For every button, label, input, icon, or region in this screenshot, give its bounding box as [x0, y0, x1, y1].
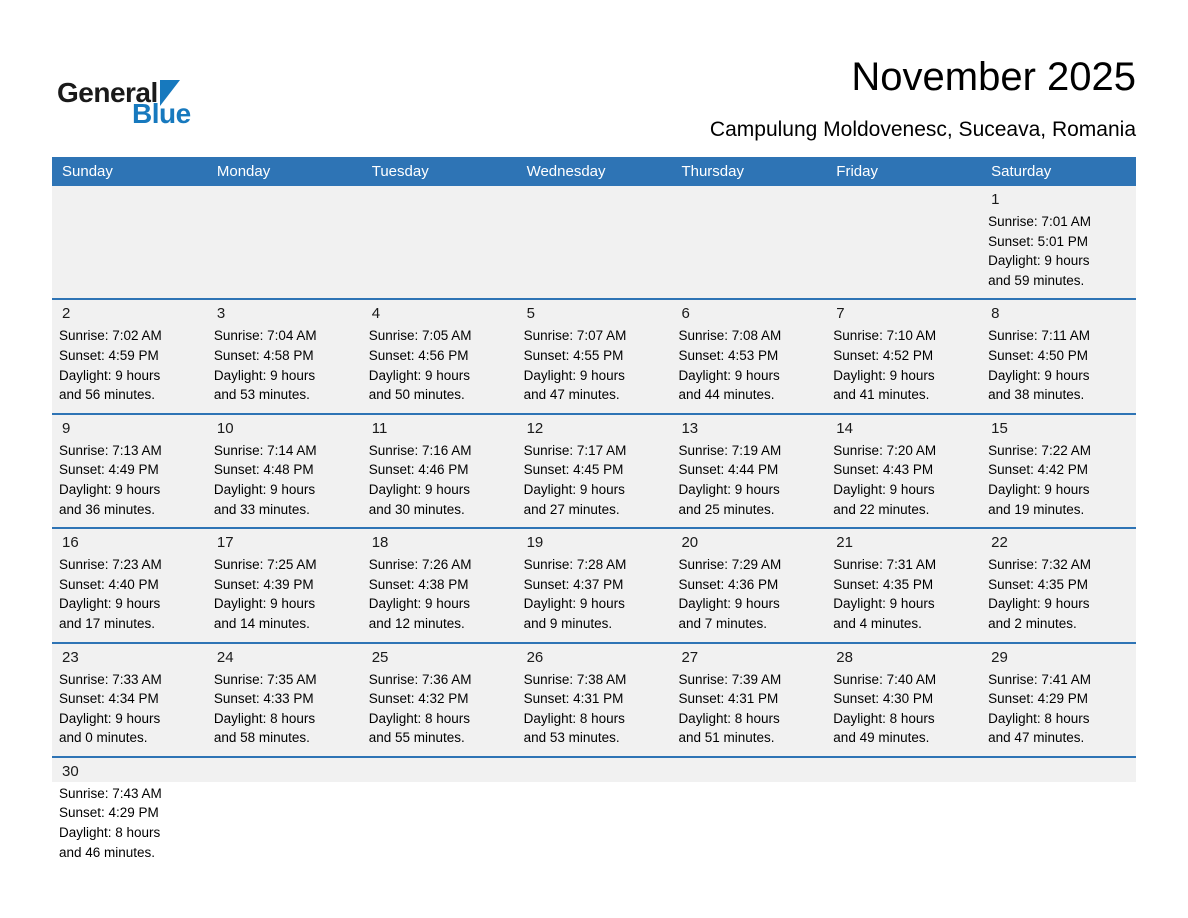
daylight-text: Daylight: 9 hours and 22 minutes. — [833, 481, 935, 517]
daylight-text: Daylight: 9 hours and 12 minutes. — [368, 596, 471, 631]
empty-cell — [826, 758, 981, 870]
day-number: 25 — [371, 648, 389, 666]
weekday-friday: Friday — [836, 163, 878, 180]
daylight-text: Daylight: 8 hours and 51 minutes. — [678, 710, 780, 746]
sunrise-text: Sunrise: 7:26 AM — [368, 557, 472, 573]
daylight-text: Daylight: 9 hours and 7 minutes. — [678, 596, 780, 631]
day-number: 7 — [836, 305, 845, 323]
day-cell-13 — [671, 415, 826, 527]
day-number: 22 — [991, 534, 1008, 552]
sunrise-text: Sunrise: 7:29 AM — [678, 557, 782, 573]
daylight-text: Daylight: 9 hours and 56 minutes. — [59, 367, 161, 403]
daylight-text: Daylight: 9 hours and 19 minutes. — [988, 481, 1090, 517]
day-number: 17 — [216, 534, 234, 552]
weekday-wednesday: Wednesday — [526, 163, 606, 180]
empty-cell — [671, 186, 826, 298]
sunrise-text: Sunrise: 7:25 AM — [213, 557, 317, 573]
sunset-text: Sunset: 4:42 PM — [988, 462, 1088, 478]
logo-text-blue: Blue — [132, 98, 191, 129]
empty-cell — [517, 758, 672, 870]
daylight-text: Daylight: 9 hours and 33 minutes. — [213, 481, 316, 517]
daylight-text: Daylight: 9 hours and 27 minutes. — [523, 481, 625, 517]
day-cell-24 — [207, 644, 362, 756]
daylight-text: Daylight: 9 hours and 30 minutes. — [368, 481, 471, 517]
daylight-text: Daylight: 8 hours and 55 minutes. — [368, 710, 471, 746]
week-row-6 — [52, 756, 1136, 870]
day-number: 8 — [991, 305, 1000, 323]
week-row-3 — [52, 413, 1136, 527]
day-cell-10 — [207, 415, 362, 527]
sunset-text: Sunset: 4:35 PM — [833, 576, 934, 592]
weekday-saturday: Saturday — [991, 163, 1052, 180]
sunrise-text: Sunrise: 7:38 AM — [523, 671, 627, 687]
day-number: 2 — [62, 305, 71, 323]
daylight-text: Daylight: 9 hours and 59 minutes. — [988, 253, 1090, 288]
daylight-text: Daylight: 9 hours and 17 minutes. — [59, 596, 161, 631]
weekday-monday: Monday — [216, 163, 271, 180]
day-number: 5 — [526, 305, 535, 323]
sunrise-text: Sunrise: 7:02 AM — [59, 328, 162, 344]
sunset-text: Sunset: 4:29 PM — [988, 691, 1088, 707]
sunset-text: Sunset: 4:38 PM — [368, 576, 469, 592]
daylight-text: Daylight: 8 hours and 46 minutes. — [59, 825, 161, 860]
day-cell-9 — [52, 415, 207, 527]
sunrise-text: Sunrise: 7:10 AM — [833, 328, 937, 344]
day-cell-19 — [517, 529, 672, 641]
day-cell-30 — [52, 758, 207, 870]
title-block — [710, 55, 1136, 142]
day-number: 16 — [62, 534, 79, 552]
sunrise-text: Sunrise: 7:31 AM — [833, 557, 937, 573]
sunrise-text: Sunrise: 7:41 AM — [988, 671, 1091, 687]
day-number: 26 — [526, 648, 544, 666]
empty-cell — [207, 758, 362, 870]
daylight-text: Daylight: 8 hours and 53 minutes. — [523, 710, 625, 746]
week-row-5 — [52, 642, 1136, 756]
day-cell-25 — [362, 644, 517, 756]
day-cell-2 — [52, 300, 207, 412]
weekday-sunday: Sunday — [62, 163, 113, 180]
daylight-text: Daylight: 9 hours and 0 minutes. — [59, 710, 161, 746]
sunset-text: Sunset: 4:59 PM — [59, 347, 159, 363]
sunset-text: Sunset: 4:34 PM — [59, 691, 159, 707]
calendar-body — [52, 186, 1136, 870]
day-cell-22 — [981, 529, 1136, 641]
sunset-text: Sunset: 4:50 PM — [988, 347, 1088, 363]
day-number: 9 — [62, 419, 71, 437]
day-number: 29 — [991, 648, 1008, 666]
logo-text-general: General — [57, 77, 158, 108]
daylight-text: Daylight: 9 hours and 4 minutes. — [833, 596, 935, 631]
location-subtitle: Campulung Moldovenesc, Suceava, Romania — [709, 118, 1136, 141]
empty-cell — [671, 758, 826, 870]
sunrise-text: Sunrise: 7:01 AM — [988, 214, 1091, 229]
day-cell-3 — [207, 300, 362, 412]
day-cell-6 — [671, 300, 826, 412]
empty-cell — [362, 758, 517, 870]
sunset-text: Sunset: 4:30 PM — [833, 691, 934, 707]
weekday-thursday: Thursday — [681, 163, 744, 180]
day-cell-4 — [362, 300, 517, 412]
weekday-row — [52, 157, 1136, 186]
page-header — [52, 0, 1136, 142]
daylight-text: Daylight: 9 hours and 38 minutes. — [988, 367, 1090, 403]
day-cell-16 — [52, 529, 207, 641]
day-number: 10 — [216, 419, 234, 437]
daylight-text: Daylight: 8 hours and 47 minutes. — [988, 710, 1090, 746]
day-number: 6 — [681, 305, 690, 323]
day-cell-21 — [826, 529, 981, 641]
sunset-text: Sunset: 4:32 PM — [368, 691, 469, 707]
day-number: 14 — [836, 419, 853, 437]
daylight-text: Daylight: 9 hours and 47 minutes. — [523, 367, 625, 403]
sunrise-text: Sunrise: 7:33 AM — [59, 671, 162, 687]
sunset-text: Sunset: 4:58 PM — [213, 347, 314, 363]
day-number: 27 — [681, 648, 699, 666]
sunset-text: Sunset: 4:40 PM — [59, 576, 159, 592]
empty-cell — [981, 758, 1136, 870]
day-cell-29 — [981, 644, 1136, 756]
sunrise-text: Sunrise: 7:19 AM — [678, 442, 782, 458]
week-row-2 — [52, 298, 1136, 412]
sunrise-text: Sunrise: 7:08 AM — [678, 328, 782, 344]
day-cell-1 — [981, 186, 1136, 298]
daylight-text: Daylight: 9 hours and 25 minutes. — [678, 481, 780, 517]
sunrise-text: Sunrise: 7:28 AM — [523, 557, 627, 573]
day-number: 19 — [526, 534, 544, 552]
sunrise-text: Sunrise: 7:11 AM — [988, 328, 1090, 344]
daylight-text: Daylight: 9 hours and 2 minutes. — [988, 596, 1090, 631]
empty-cell — [52, 186, 207, 298]
sunset-text: Sunset: 4:33 PM — [213, 691, 314, 707]
day-number: 11 — [371, 419, 388, 437]
sunrise-text: Sunrise: 7:07 AM — [523, 328, 627, 344]
sunset-text: Sunset: 4:35 PM — [988, 576, 1088, 592]
sunset-text: Sunset: 4:29 PM — [59, 805, 159, 821]
day-cell-5 — [517, 300, 672, 412]
daylight-text: Daylight: 9 hours and 53 minutes. — [213, 367, 316, 403]
daylight-text: Daylight: 9 hours and 9 minutes. — [523, 596, 625, 631]
empty-cell — [362, 186, 517, 298]
sunrise-text: Sunrise: 7:22 AM — [988, 442, 1091, 458]
sunset-text: Sunset: 4:46 PM — [368, 462, 469, 478]
sunset-text: Sunset: 4:37 PM — [523, 576, 624, 592]
sunrise-text: Sunrise: 7:39 AM — [678, 671, 782, 687]
day-number: 4 — [371, 305, 381, 323]
daylight-text: Daylight: 9 hours and 50 minutes. — [368, 367, 471, 403]
sunrise-text: Sunrise: 7:20 AM — [833, 442, 937, 458]
sunset-text: Sunset: 4:43 PM — [833, 462, 934, 478]
day-number: 12 — [526, 419, 544, 437]
day-number: 18 — [371, 534, 389, 552]
sunrise-text: Sunrise: 7:43 AM — [59, 785, 162, 801]
daylight-text: Daylight: 9 hours and 36 minutes. — [59, 481, 161, 517]
week-row-4 — [52, 527, 1136, 641]
day-cell-26 — [517, 644, 672, 756]
day-cell-8 — [981, 300, 1136, 412]
day-number: 13 — [681, 419, 699, 437]
sunrise-text: Sunrise: 7:13 AM — [59, 442, 162, 458]
general-blue-logo — [57, 79, 191, 128]
day-number: 23 — [62, 648, 79, 666]
day-cell-27 — [671, 644, 826, 756]
day-cell-15 — [981, 415, 1136, 527]
daylight-text: Daylight: 9 hours and 41 minutes. — [833, 367, 935, 403]
sunrise-text: Sunrise: 7:40 AM — [833, 671, 937, 687]
day-number: 24 — [216, 648, 234, 666]
day-cell-20 — [671, 529, 826, 641]
day-number: 15 — [991, 419, 1008, 437]
day-number: 30 — [62, 762, 79, 780]
weekday-tuesday: Tuesday — [371, 163, 429, 180]
empty-cell — [207, 186, 362, 298]
sunset-text: Sunset: 4:48 PM — [213, 462, 314, 478]
daylight-text: Daylight: 8 hours and 49 minutes. — [833, 710, 935, 746]
sunset-text: Sunset: 4:49 PM — [59, 462, 159, 478]
sunset-text: Sunset: 4:45 PM — [523, 462, 624, 478]
day-cell-14 — [826, 415, 981, 527]
sunset-text: Sunset: 4:39 PM — [213, 576, 314, 592]
day-cell-23 — [52, 644, 207, 756]
sunset-text: Sunset: 4:31 PM — [523, 691, 624, 707]
day-cell-17 — [207, 529, 362, 641]
week-row-1 — [52, 186, 1136, 298]
sunset-text: Sunset: 4:55 PM — [523, 347, 624, 363]
day-number: 28 — [836, 648, 853, 666]
sunset-text: Sunset: 4:44 PM — [678, 462, 779, 478]
sunrise-text: Sunrise: 7:32 AM — [988, 557, 1091, 573]
sunrise-text: Sunrise: 7:04 AM — [213, 328, 317, 344]
day-number: 21 — [836, 534, 853, 552]
sunset-text: Sunset: 4:52 PM — [833, 347, 934, 363]
sunrise-text: Sunrise: 7:23 AM — [59, 557, 162, 573]
sunrise-text: Sunrise: 7:36 AM — [368, 671, 472, 687]
month-title: November 2025 — [851, 55, 1136, 99]
day-cell-12 — [517, 415, 672, 527]
daylight-text: Daylight: 8 hours and 58 minutes. — [213, 710, 316, 746]
sunset-text: Sunset: 4:31 PM — [678, 691, 779, 707]
day-number: 1 — [991, 191, 1000, 208]
day-cell-28 — [826, 644, 981, 756]
sunrise-text: Sunrise: 7:05 AM — [368, 328, 472, 344]
day-cell-18 — [362, 529, 517, 641]
day-number: 20 — [681, 534, 699, 552]
sunrise-text: Sunrise: 7:17 AM — [523, 442, 627, 458]
sunset-text: Sunset: 4:56 PM — [368, 347, 469, 363]
day-number: 3 — [216, 305, 226, 323]
daylight-text: Daylight: 9 hours and 14 minutes. — [213, 596, 316, 631]
day-cell-7 — [826, 300, 981, 412]
sunset-text: Sunset: 4:53 PM — [678, 347, 779, 363]
empty-cell — [826, 186, 981, 298]
sunset-text: Sunset: 4:36 PM — [678, 576, 779, 592]
sunrise-text: Sunrise: 7:14 AM — [213, 442, 317, 458]
daylight-text: Daylight: 9 hours and 44 minutes. — [678, 367, 780, 403]
day-cell-11 — [362, 415, 517, 527]
sunrise-text: Sunrise: 7:35 AM — [213, 671, 317, 687]
calendar — [52, 157, 1136, 870]
sunset-text: Sunset: 5:01 PM — [988, 233, 1088, 249]
sunrise-text: Sunrise: 7:16 AM — [368, 442, 472, 458]
empty-cell — [517, 186, 672, 298]
